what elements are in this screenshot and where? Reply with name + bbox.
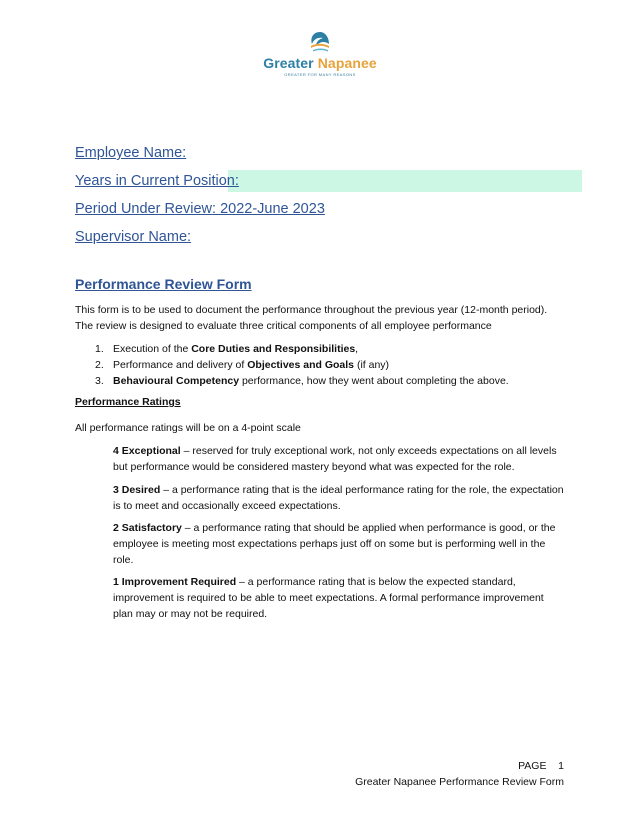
intro-line-2: The review is designed to evaluate three critical components of all employee performance [75, 320, 492, 332]
rating-item-exceptional: 4 Exceptional – reserved for truly exceptional work, not only exceeds expectations on all levels but performance would be considered mastery beyond what was expected for the role. [113, 445, 557, 473]
list-item: 2. Performance and delivery of Objectives and Goals (if any) [95, 359, 390, 371]
ratings-scale-text: All performance ratings will be on a 4-point scale [75, 422, 301, 434]
footer-doc-title: Greater Napanee Performance Review Form [355, 776, 564, 788]
logo-word-napanee: Napanee [317, 55, 377, 71]
intro-line-1: This form is to be used to document the performance throughout the previous year (12-month period). [75, 304, 548, 316]
supervisor-name-label: Supervisor Name: [75, 229, 192, 245]
logo-emblem-icon [307, 30, 333, 54]
greater-napanee-logo [262, 30, 378, 82]
page-number: PAGE 1 [518, 760, 564, 772]
list-item: 1. Execution of the Core Duties and Responsibilities, [95, 343, 359, 355]
logo-tagline: GREATER FOR MANY REASONS [284, 72, 356, 77]
form-title: Performance Review Form [75, 276, 252, 292]
ratings-heading: Performance Ratings [75, 396, 181, 408]
rating-item-improvement: 1 Improvement Required – a performance rating that is below the expected standard, improvement is required to be able to meet expectations. A formal performance improvement plan may or may not be required. [113, 576, 544, 620]
rating-item-satisfactory: 2 Satisfactory – a performance rating that should be applied when performance is good, or the employee is meeting most expectations perhaps just off on some but is performing well in the role. [113, 522, 556, 566]
rating-item-desired: 3 Desired – a performance rating that is the ideal performance rating for the role, the expectation is to meet and occasionally exceed expectations. [113, 484, 564, 512]
logo-word-greater: Greater [263, 55, 314, 71]
period-label: Period Under Review: 2022-June 2023 [75, 201, 325, 217]
years-input-highlight[interactable] [228, 170, 582, 192]
years-position-label: Years in Current Position: [75, 173, 239, 189]
components-list [95, 341, 509, 389]
intro-paragraph [75, 302, 575, 334]
employee-name-label: Employee Name: [75, 145, 187, 161]
list-item: 3. Behavioural Competency performance, how they went about completing the above. [95, 375, 509, 387]
